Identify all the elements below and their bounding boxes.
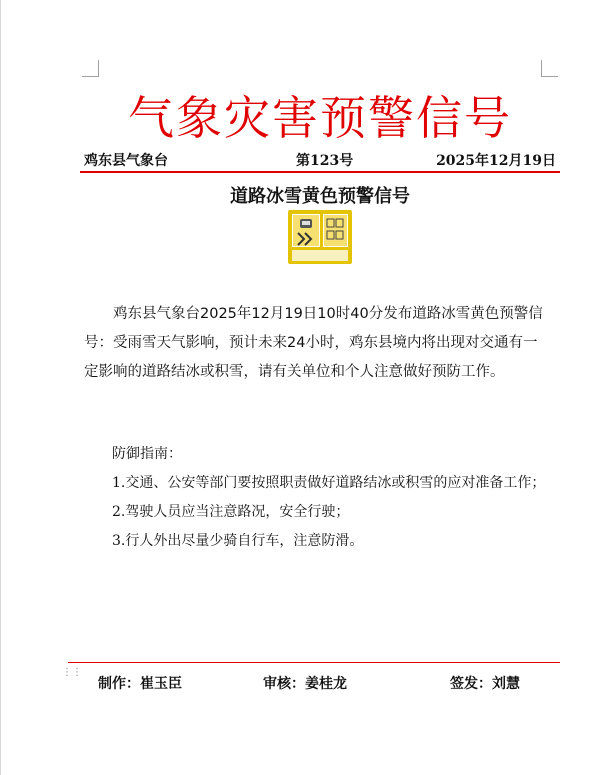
- document-number: 第123号: [296, 153, 354, 169]
- issue-date: 2025年12月19日: [436, 153, 556, 169]
- crop-mark-top-left: [82, 60, 99, 77]
- drag-handle-icon[interactable]: ⋮⋮: [62, 667, 82, 678]
- guide-item: 2.驾驶人员应当注意路况，安全行驶；: [112, 504, 350, 520]
- header-divider: [80, 171, 560, 173]
- header-row: [84, 150, 556, 170]
- issuer: 鸡东县气象台: [84, 153, 168, 169]
- footer-reviewer: 审核：姜桂龙: [263, 676, 347, 692]
- crop-mark-top-right: [541, 60, 558, 77]
- warning-subtitle: 道路冰雪黄色预警信号: [230, 186, 410, 207]
- car-skid-icon: [292, 214, 320, 247]
- warning-icon-caption-bar: [292, 250, 348, 261]
- document-title: 气象灾害预警信号: [128, 91, 512, 145]
- footer-divider: [68, 662, 560, 663]
- warning-paragraph: 鸡东县气象台2025年12月19日10时40分发布道路冰雪黄色预警信号：受雨雪天气影响，预计未来24小时，鸡东县境内将出现对交通有一定影响的道路结冰或积雪，请有关单位和个人注意做好预防工作。: [84, 306, 543, 380]
- defense-guide: [84, 440, 550, 556]
- warning-text-block-icon: [323, 214, 348, 247]
- footer-signatures: [98, 673, 538, 693]
- guide-item: 1.交通、公安等部门要按照职责做好道路结冰或积雪的应对准备工作；: [112, 475, 546, 491]
- guide-title: 防御指南：: [112, 446, 182, 462]
- guide-item: 3.行人外出尽量少骑自行车，注意防滑。: [112, 533, 364, 549]
- road-icing-yellow-warning-icon: [288, 210, 352, 264]
- footer-maker: 制作：崔玉臣: [98, 676, 182, 692]
- footer-signer: 签发：刘慧: [450, 676, 520, 692]
